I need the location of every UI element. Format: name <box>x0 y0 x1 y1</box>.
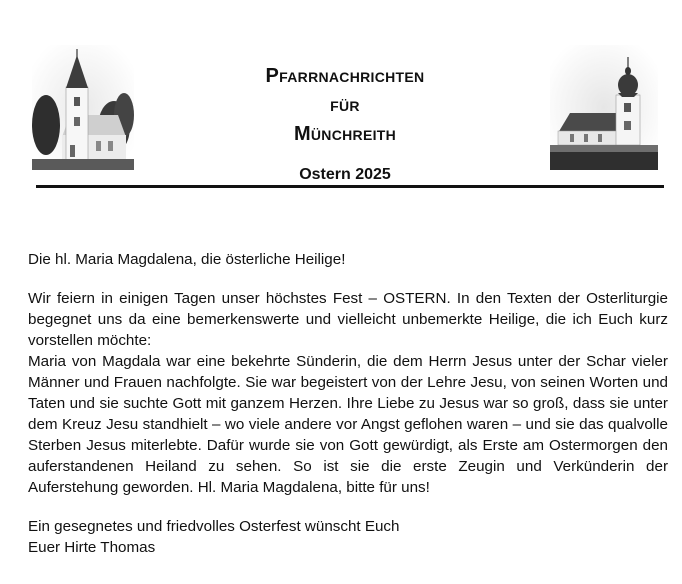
article-closing: Ein gesegnetes und friedvolles Osterfest wünscht Euch <box>28 518 400 535</box>
newsletter-title <box>180 62 510 149</box>
article-body: Maria von Magdala war eine bekehrte Sünderin, die dem Herrn Jesus unter der Schar vieler Männer und Frauen nachfolgte. Sie war begeistert von der Lehre Jesu, von seinen Worten und Taten und sie suchte Gott mit ganzem Herzen. Ihre Liebe zu Jesus war so groß, dass sie unter dem Kreuz Jesu standhielt – wo viele andere vor Angst geflohen waren – und sie das qualvolle Sterben Jesus miterlebte. Dafür wurde sie von Gott gewürdigt, als Erste am Ostermorgen den auferstandenen Heiland zu sehen. So ist sie die erste Zeugin und Verkünderin der Auferstehung geworden. Hl. Maria Magdalena, bitte für uns! <box>28 353 668 496</box>
church-photo-right <box>550 45 658 170</box>
article <box>28 249 668 558</box>
church-tower-image <box>32 45 134 170</box>
article-signature: Euer Hirte Thomas <box>28 539 156 556</box>
title-line-2: für <box>330 94 360 116</box>
church-onion-dome-image <box>550 45 658 170</box>
spacer <box>28 498 668 516</box>
article-intro: Wir feiern in einigen Tagen unser höchstes Fest – OSTERN. In den Texten der Osterliturgie begegnet uns da eine bemerkenswerte und vielleicht unbemerkte Heilige, die ich Euch kurz vorstellen möchte: <box>28 290 668 349</box>
church-photo-left <box>32 45 134 170</box>
title-line-1: Pfarrnachrichten <box>265 65 425 87</box>
article-heading: Die hl. Maria Magdalena, die österliche Heilige! <box>28 251 346 268</box>
edition-label: Ostern 2025 <box>299 166 391 183</box>
title-line-3: Münchreith <box>293 123 397 145</box>
header-divider <box>36 185 664 188</box>
newsletter-header <box>0 0 682 190</box>
spacer <box>28 270 668 288</box>
